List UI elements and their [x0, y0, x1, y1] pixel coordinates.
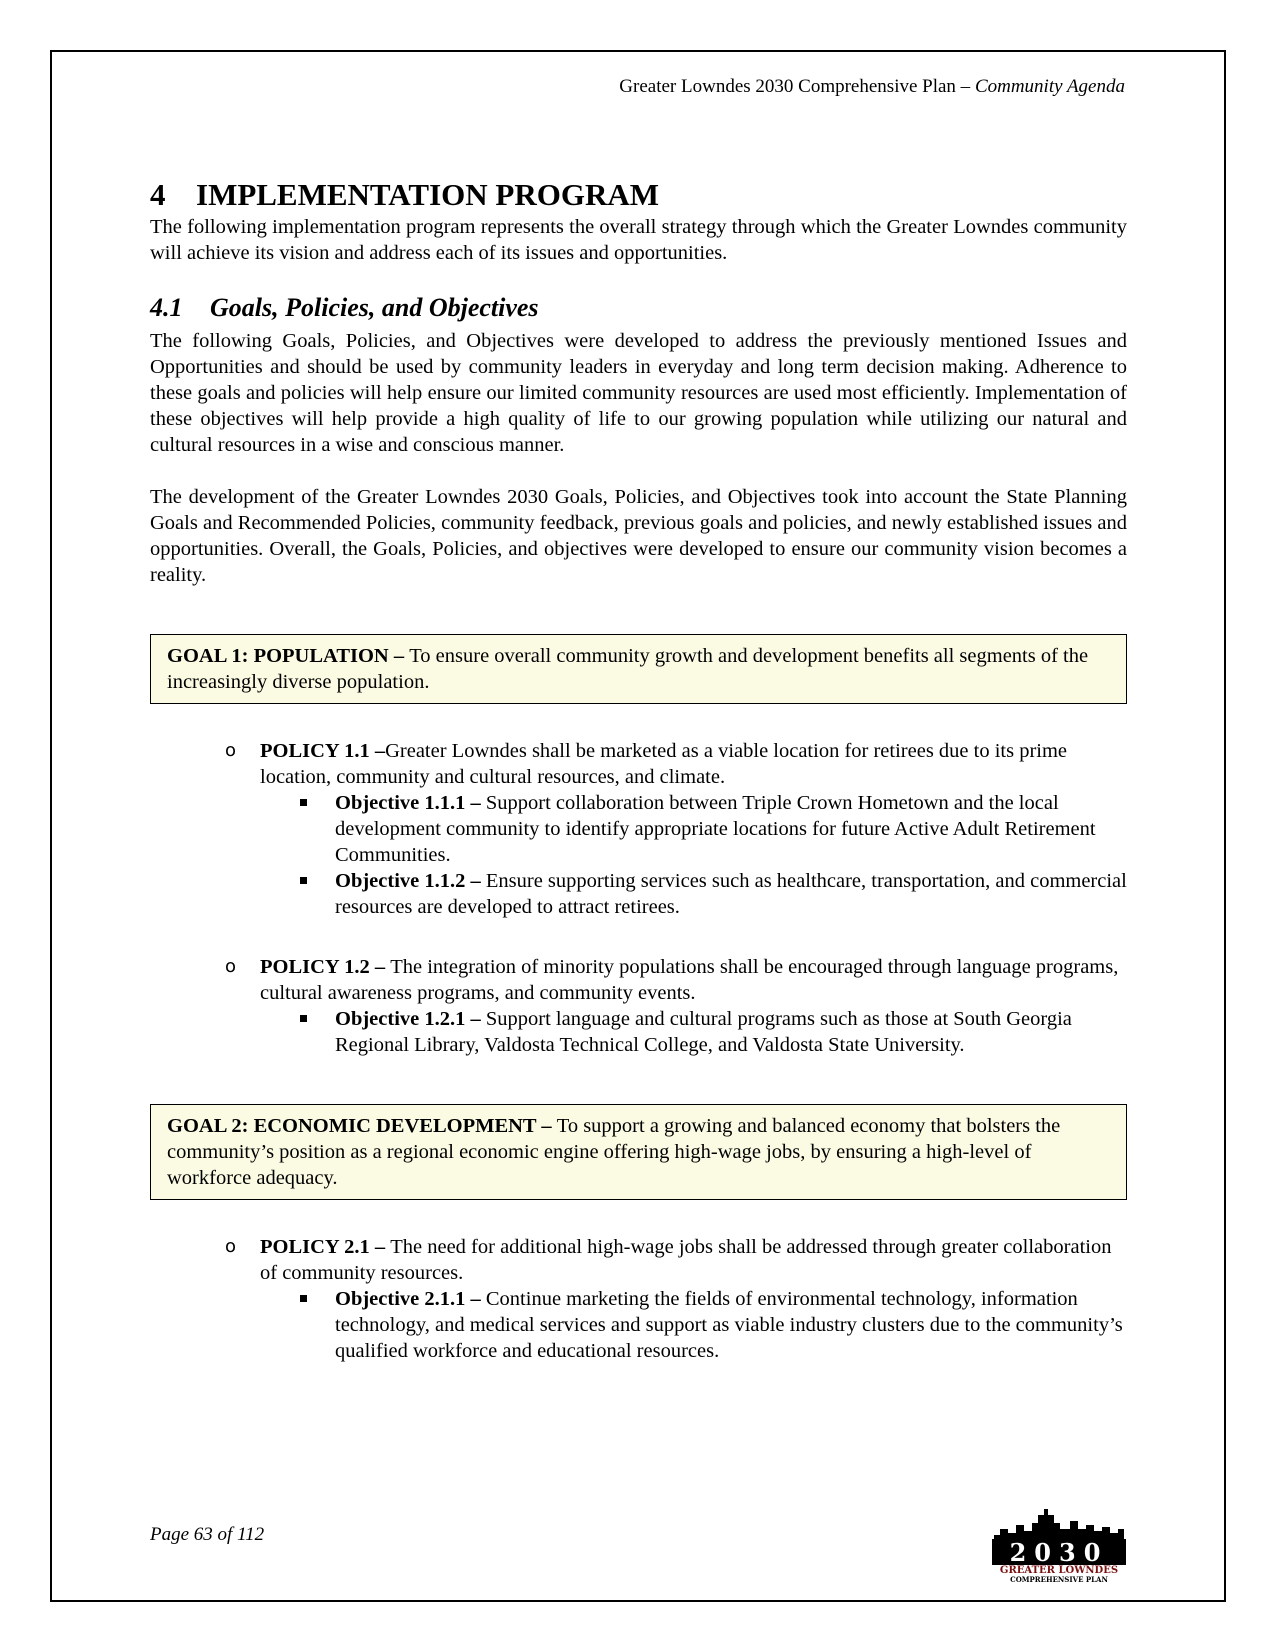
objective-1-1-2-text: Ensure supporting services such as healthcare, transportation, and commercial resources are developed to attract retirees.	[335, 870, 1127, 918]
objective-1-2-1	[335, 1006, 1127, 1058]
section-number: 4	[150, 177, 166, 212]
subsection-number: 4.1	[150, 293, 183, 322]
policy-2-1-objectives	[335, 1286, 1127, 1364]
policy-2-1	[225, 1234, 1127, 1364]
header-subtitle: Community Agenda	[974, 76, 1125, 97]
objective-2-1-1-label: Objective 2.1.1 –	[335, 1288, 486, 1310]
subsection-heading	[150, 292, 1127, 324]
logo-name: GREATER LOWNDES	[999, 1565, 1119, 1576]
running-header	[619, 76, 1125, 98]
policy-1-1-label: POLICY 1.1 –	[260, 740, 386, 762]
goal-1-label: GOAL 1: POPULATION –	[167, 645, 410, 667]
section-title: IMPLEMENTATION PROGRAM	[196, 177, 659, 212]
policy-1-2-text: The integration of minority populations shall be encouraged through language programs, cultural awareness programs, and community events.	[260, 956, 1119, 1004]
logo-subtitle: COMPREHENSIVE PLAN	[1010, 1575, 1108, 1584]
goal-1-text: To ensure overall community growth and development benefits all segments of the increasingly diverse population.	[167, 645, 1089, 693]
policy-1-2-label: POLICY 1.2 –	[260, 956, 391, 978]
square-bullet-icon	[300, 877, 307, 884]
objective-1-1-1-label: Objective 1.1.1 –	[335, 792, 486, 814]
objective-2-1-1-text: Continue marketing the fields of environmental technology, information technology, and medical services and support as viable industry clusters due to the community’s qualified workforce and educational resources.	[335, 1288, 1123, 1362]
subsection-paragraph-1: The following Goals, Policies, and Objectives were developed to address the previously mentioned Issues and Opportunities and should be used by community leaders in everyday and long term decision making. Adherence to these goals and policies will help ensure our limited community resources are used most efficiently. Implementation of these objectives will help provide a high quality of life to our growing population while utilizing our natural and cultural resources in a wise and conscious manner.	[150, 330, 1127, 456]
objective-1-1-2-label: Objective 1.1.2 –	[335, 870, 486, 892]
policy-1-1-objectives	[335, 790, 1127, 920]
square-bullet-icon	[300, 1295, 307, 1302]
page-content	[150, 170, 1127, 1364]
header-title: Greater Lowndes 2030 Comprehensive Plan –	[619, 76, 975, 97]
goal-2-text: To support a growing and balanced economy that bolsters the community’s position as a regional economic engine offering high-wage jobs, by ensuring a high-level of workforce adequacy.	[167, 1115, 1061, 1189]
goal-2-box	[150, 1104, 1127, 1200]
goal-1-box	[150, 634, 1127, 704]
square-bullet-icon	[300, 799, 307, 806]
subsection-paragraph-2: The development of the Greater Lowndes 2030 Goals, Policies, and Objectives took into account the State Planning Goals and Recommended Policies, community feedback, previous goals and policies, and newly established issues and opportunities. Overall, the Goals, Policies, and objectives were developed to ensure our community vision becomes a reality.	[150, 486, 1127, 586]
policy-1-1-text: Greater Lowndes shall be marketed as a viable location for retirees due to its prime location, community and cultural resources, and climate.	[260, 740, 1068, 788]
objective-1-2-1-label: Objective 1.2.1 –	[335, 1008, 486, 1030]
section-heading	[150, 176, 1127, 214]
policy-1-2-objectives	[335, 1006, 1127, 1058]
policy-2-1-text: The need for additional high-wage jobs shall be addressed through greater collaboration of community resources.	[260, 1236, 1112, 1284]
circle-bullet-icon: o	[225, 740, 237, 761]
goal-2-label: GOAL 2: ECONOMIC DEVELOPMENT –	[167, 1115, 557, 1137]
skyline-icon	[994, 1509, 1124, 1539]
page-number: Page 63 of 112	[150, 1524, 265, 1545]
policy-2-1-label: POLICY 2.1 –	[260, 1236, 391, 1258]
square-bullet-icon	[300, 1015, 307, 1022]
greater-lowndes-2030-logo	[990, 1505, 1128, 1585]
objective-1-2-1-text: Support language and cultural programs such as those at South Georgia Regional Library, Valdosta Technical College, and Valdosta State University.	[335, 1008, 1072, 1056]
circle-bullet-icon: o	[225, 956, 237, 977]
objective-2-1-1	[335, 1286, 1127, 1364]
subsection-title: Goals, Policies, and Objectives	[210, 293, 539, 322]
objective-1-1-1-text: Support collaboration between Triple Crown Hometown and the local development community to identify appropriate locations for future Active Adult Retirement Communities.	[335, 792, 1096, 866]
policy-1-2	[225, 954, 1127, 1058]
logo-year: 2030	[1009, 1538, 1109, 1567]
circle-bullet-icon: o	[225, 1236, 237, 1257]
objective-1-1-2	[335, 868, 1127, 920]
section-intro: The following implementation program represents the overall strategy through which the Greater Lowndes community will achieve its vision and address each of its issues and opportunities.	[150, 216, 1127, 264]
policy-1-1	[225, 738, 1127, 920]
objective-1-1-1	[335, 790, 1127, 868]
